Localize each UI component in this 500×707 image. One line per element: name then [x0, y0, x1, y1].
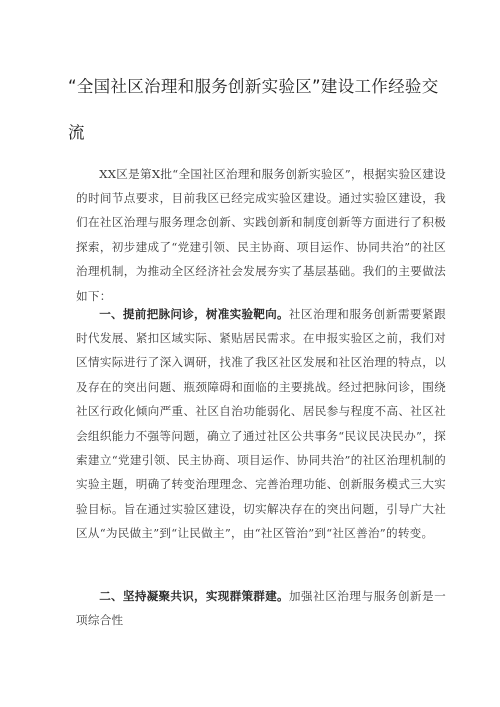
paragraph-section-2: [76, 584, 446, 633]
section-2-text: 加强社区治理与服务创新是一项综合性: [76, 588, 446, 627]
paragraph-section-1: [76, 302, 446, 546]
section-2-heading: 二、坚持凝聚共识，实现群策群建。: [99, 588, 289, 603]
document-title: “全国社区治理和服务创新实验区”建设工作经验交流: [68, 77, 439, 142]
paragraph-intro-text: XX区是第X批“全国社区治理和服务创新实验区”，根据实验区建设的时间节点要求，目前我区已经完成实验区建设。通过实验区建设，我们在社区治理与服务理念创新、实践创新和制度创新等方面进行了积极探索，初步建成了“党建引领、民主协商、项目运作、协同共治”的社区治理机制，为推动全区经济社会发展夯实了基层基础。我们的主要做法如下：: [76, 166, 446, 303]
paragraph-intro: [76, 162, 446, 308]
section-1-heading: 一、提前把脉问诊，树准实验靶向。: [99, 306, 289, 321]
section-1-text: 社区治理和服务创新需要紧跟时代发展、紧扣区域实际、紧贴居民需求。在申报实验区之前，我们对区情实际进行了深入调研，找准了我区社区发展和社区治理的特点，以及存在的突出问题、瓶颈障碍和面临的主要挑战。经过把脉问诊，围绕社区行政化倾向严重、社区自治功能弱化、居民参与程度不高、社区社会组织能力不强等问题，确立了通过社区公共事务“民议民决民办”，探索建立“党建引领、民主协商、项目运作、协同共治”的社区治理机制的实验主题，明确了转变治理理念、完善治理功能、创新服务模式三大实验目标。旨在通过实验区建设，切实解决存在的突出问题，引导广大社区从“为民做主”到“让民做主”，由“社区管治”到“社区善治”的转变。: [76, 306, 446, 541]
